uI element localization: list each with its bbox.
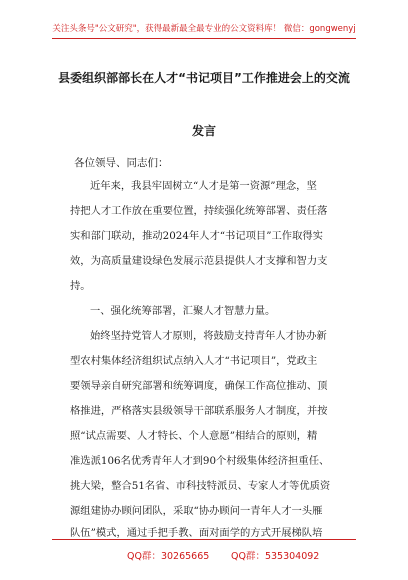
document-title-line-1: 县委组织部部长在人才“书记项目”工作推进会上的交流 xyxy=(58,71,350,85)
body-line: 持把人才工作放在重要位置，持续强化统筹部署、责任落 xyxy=(70,205,328,217)
document-title-line-2: 发言 xyxy=(191,124,216,138)
body-line: 准选派106名优秀青年人才到90个村级集体经济担重任、 xyxy=(70,455,330,467)
footer-qq-group-2: QQ群：535304092 xyxy=(231,551,320,562)
body-line: 近年来，我县牢固树立“人才是第一资源”理念，坚 xyxy=(90,180,317,192)
salutation: 各位领导、同志们： xyxy=(74,157,169,169)
body-line: 持。 xyxy=(70,280,91,292)
header-banner: 关注头条号"公文研究"，获得最新最全最专业的公文资料库！ 微信：gongwenyj xyxy=(52,24,356,34)
body-line: 效，为高质量建设绿色发展示范县提供人才支撑和智力支 xyxy=(70,255,328,267)
section-heading-1: 一、强化统筹部署，汇聚人才智慧力量。 xyxy=(90,305,276,317)
body-line: 挑大梁，整合51名省、市科技特派员、专家人才等优质资 xyxy=(70,480,331,492)
body-line: 型农村集体经济组织试点纳入人才“书记项目”，党政主 xyxy=(70,355,318,367)
body-line: 源组建协办顾问团队，采取“协办顾问一青年人才一头雁 xyxy=(70,505,323,517)
body-line: 队伍”模式，通过手把手教、面对面学的方式开展梯队培 xyxy=(70,527,323,539)
body-line: 始终坚持党管人才原则，将鼓励支持青年人才协办新 xyxy=(90,330,327,342)
body-line: 格推进，严格落实县级领导干部联系服务人才制度，并按 xyxy=(70,405,328,417)
header-divider xyxy=(52,38,356,39)
body-line: 要领导亲自研究部署和统筹调度，确保工作高位推动、顶 xyxy=(70,380,328,392)
body-line: 照“试点需要、人才特长、个人意愿”相结合的原则，精 xyxy=(70,430,318,442)
footer-divider xyxy=(52,539,356,540)
body-line: 实和部门联动，推动2024年人才“书记项目”工作取得实 xyxy=(70,230,323,242)
footer-qq-group-1: QQ群：30265665 xyxy=(127,551,210,562)
